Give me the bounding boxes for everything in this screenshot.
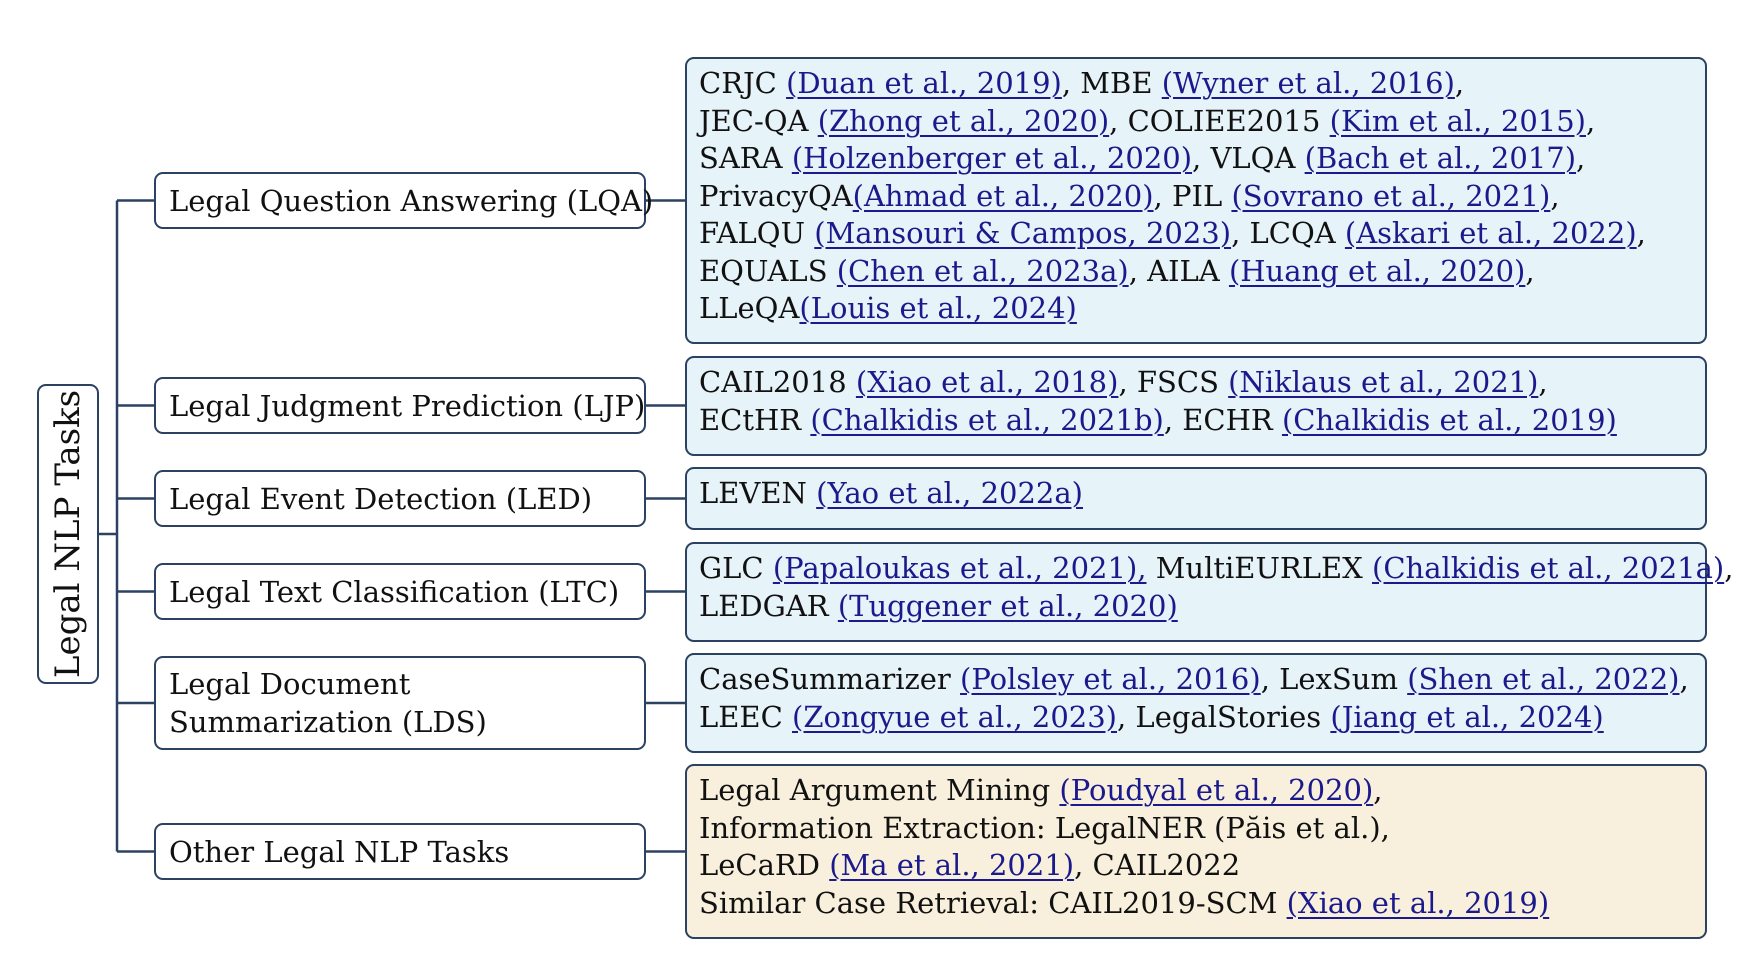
dataset-line <box>699 364 1692 402</box>
citation-link[interactable]: (Tuggener et al., 2020) <box>837 588 1178 623</box>
dataset-text: , ECHR <box>1163 402 1282 437</box>
citation-link[interactable]: (Askari et al., 2022) <box>1344 216 1637 250</box>
dataset-text: GLC <box>699 551 773 585</box>
dataset-text: , PIL <box>1153 178 1232 213</box>
dataset-text: ECtHR <box>699 402 811 437</box>
dataset-text: , <box>1679 662 1689 696</box>
dataset-text: LeCaRD <box>699 848 830 882</box>
citation-link[interactable]: (Huang et al., 2020) <box>1228 253 1526 288</box>
dataset-text: , <box>1724 551 1734 585</box>
citation-link[interactable]: (Chen et al., 2023a) <box>836 253 1129 288</box>
dataset-line <box>699 402 1692 440</box>
dataset-box-other <box>685 764 1707 939</box>
dataset-text: , FSCS <box>1118 365 1229 399</box>
dataset-text: , COLIEE2015 <box>1109 103 1330 138</box>
citation-link[interactable]: (Xiao et al., 2019) <box>1286 885 1550 920</box>
citation-link[interactable]: (Holzenberger et al., 2020) <box>791 141 1193 175</box>
dataset-text: Similar Case Retrieval: CAIL2019-SCM <box>699 885 1287 920</box>
dataset-text: MultiEURLEX <box>1146 551 1373 585</box>
citation-link[interactable]: (Chalkidis et al., 2021b) <box>810 402 1164 437</box>
dataset-box-lds <box>685 653 1707 753</box>
dataset-text: , LegalStories <box>1117 699 1331 734</box>
dataset-line <box>699 661 1692 699</box>
dataset-line <box>699 290 1692 328</box>
citation-link[interactable]: (Ahmad et al., 2020) <box>852 178 1154 213</box>
dataset-box-lqa <box>685 57 1707 344</box>
dataset-text: LEEC <box>699 699 793 734</box>
dataset-text: , MBE <box>1061 66 1162 100</box>
dataset-text: , <box>1525 253 1535 288</box>
dataset-text: , <box>1538 365 1548 399</box>
dataset-text: , <box>1454 66 1465 100</box>
dataset-line <box>699 140 1692 178</box>
task-label: Legal Judgment Prediction (LJP) <box>169 388 646 423</box>
citation-link[interactable]: (Niklaus et al., 2021) <box>1228 365 1539 399</box>
dataset-text: LLeQA <box>699 291 800 325</box>
dataset-line <box>699 772 1692 810</box>
dataset-text: , <box>1550 178 1560 213</box>
dataset-line <box>699 103 1692 141</box>
root-label: Legal NLP Tasks <box>48 389 88 679</box>
dataset-line <box>699 253 1692 291</box>
citation-link[interactable]: (Duan et al., 2019) <box>786 66 1062 100</box>
dataset-line <box>699 699 1692 737</box>
task-node-led <box>154 470 646 527</box>
dataset-text: Legal Argument Mining <box>699 773 1060 807</box>
citation-link[interactable]: (Jiang et al., 2024) <box>1330 699 1604 734</box>
task-label: Legal Question Answering (LQA) <box>169 183 654 218</box>
citation-link[interactable]: (Shen et al., 2022) <box>1407 662 1680 696</box>
dataset-text: , AILA <box>1128 253 1229 288</box>
task-node-lds <box>154 656 646 750</box>
dataset-text: , <box>1576 141 1586 175</box>
dataset-text: PrivacyQA <box>699 178 853 213</box>
dataset-line <box>699 810 1692 848</box>
dataset-text: CRJC <box>699 66 787 100</box>
citation-link[interactable]: (Mansouri & Campos, 2023) <box>814 216 1232 250</box>
dataset-line <box>699 475 1692 513</box>
dataset-text: , <box>1373 773 1383 807</box>
dataset-line <box>699 178 1692 216</box>
root-node <box>37 384 99 684</box>
dataset-line <box>699 215 1692 253</box>
citation-link[interactable]: (Wyner et al., 2016) <box>1161 66 1455 100</box>
dataset-text: CaseSummarizer <box>699 662 961 696</box>
dataset-line <box>699 550 1734 588</box>
dataset-text: EQUALS <box>699 253 837 288</box>
task-label: Legal Document Summarization (LDS) <box>169 667 487 739</box>
citation-link[interactable]: (Polsley et al., 2016) <box>960 662 1261 696</box>
citation-link[interactable]: (Xiao et al., 2018) <box>855 365 1119 399</box>
citation-link[interactable]: (Ma et al., 2021) <box>829 848 1075 882</box>
dataset-box-ltc <box>685 542 1734 642</box>
citation-link[interactable]: (Bach et al., 2017) <box>1304 141 1577 175</box>
dataset-text: , <box>1636 216 1646 250</box>
dataset-line <box>699 847 1692 885</box>
task-label: Other Legal NLP Tasks <box>169 834 510 869</box>
citation-link[interactable]: (Zongyue et al., 2023) <box>792 699 1117 734</box>
citation-link[interactable]: (Louis et al., 2024) <box>799 291 1077 325</box>
dataset-box-ljp <box>685 356 1707 456</box>
citation-link[interactable]: (Papaloukas et al., 2021), <box>772 551 1147 585</box>
dataset-text: , LexSum <box>1260 662 1408 696</box>
dataset-text: SARA <box>699 141 792 175</box>
citation-link[interactable]: (Zhong et al., 2020) <box>817 103 1110 138</box>
dataset-line <box>699 588 1692 626</box>
task-node-lqa <box>154 172 654 229</box>
task-label: Legal Text Classification (LTC) <box>169 574 620 609</box>
dataset-text: CAIL2018 <box>699 365 856 399</box>
task-node-other <box>154 823 646 880</box>
dataset-text: LEDGAR <box>699 588 838 623</box>
citation-link[interactable]: (Chalkidis et al., 2021a) <box>1372 551 1725 585</box>
citation-link[interactable]: (Sovrano et al., 2021) <box>1231 178 1551 213</box>
dataset-text: , <box>1585 103 1596 138</box>
citation-link[interactable]: (Kim et al., 2015) <box>1329 103 1586 138</box>
dataset-text: , VLQA <box>1192 141 1305 175</box>
dataset-line <box>699 885 1692 923</box>
dataset-text: JEC-QA <box>699 103 818 138</box>
dataset-box-led <box>685 467 1707 530</box>
dataset-line <box>699 65 1692 103</box>
citation-link[interactable]: (Yao et al., 2022a) <box>816 476 1083 510</box>
dataset-text: , LCQA <box>1231 216 1345 250</box>
task-label: Legal Event Detection (LED) <box>169 481 593 516</box>
task-node-ltc <box>154 563 646 620</box>
task-node-ljp <box>154 377 646 434</box>
citation-link[interactable]: (Poudyal et al., 2020) <box>1059 773 1374 807</box>
citation-link[interactable]: (Chalkidis et al., 2019) <box>1281 402 1617 437</box>
dataset-text: Information Extraction: LegalNER (Păis et al.), <box>699 810 1390 845</box>
dataset-text: FALQU <box>699 216 815 250</box>
dataset-text: LEVEN <box>699 476 817 510</box>
dataset-text: , CAIL2022 <box>1074 848 1241 882</box>
